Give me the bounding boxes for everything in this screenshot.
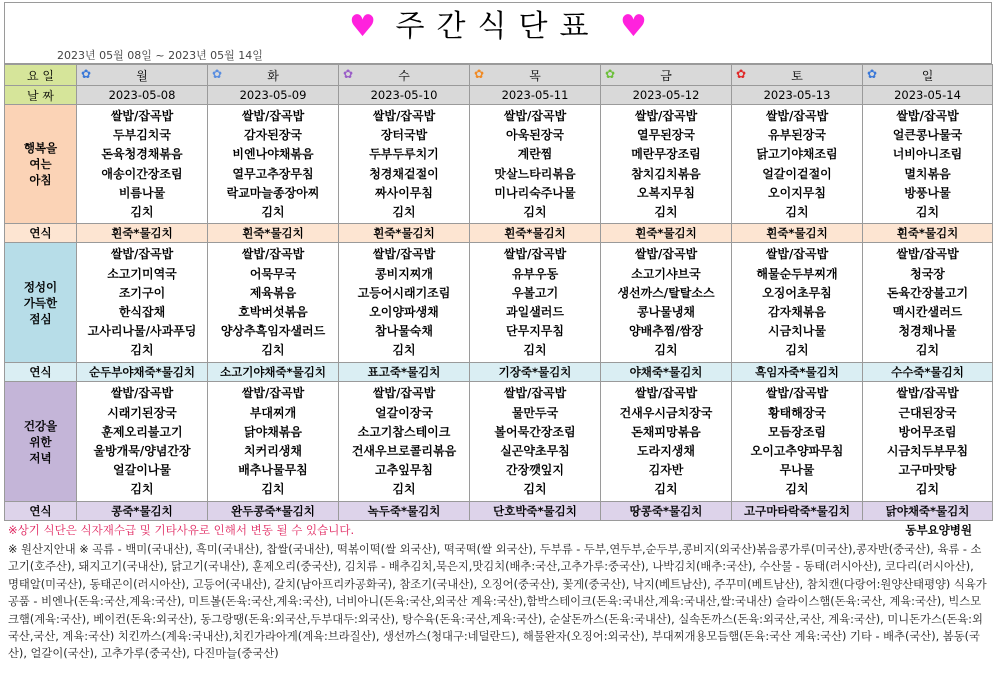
menu-item: 얼갈이나물 xyxy=(113,463,171,478)
dinner-label-line: 건강을 xyxy=(23,418,58,433)
dinner-menu-2 xyxy=(339,382,470,502)
lunch-snack-4: 야채죽*물김치 xyxy=(601,363,732,382)
day-header-1 xyxy=(208,65,339,86)
lunch-menu-5 xyxy=(732,243,863,363)
menu-item: 한식잡채 xyxy=(118,305,166,319)
menu-item: 아욱된장국 xyxy=(506,128,564,143)
dinner-snack-6: 닭야채죽*물김치 xyxy=(863,502,993,521)
menu-item: 얼큰콩나물국 xyxy=(892,128,963,143)
menu-item: 비름나물 xyxy=(118,185,166,200)
day-name: 금 xyxy=(660,68,672,83)
menu-item: 감자된장국 xyxy=(244,128,302,143)
dinner-menu-0 xyxy=(77,382,208,502)
menu-item: 김치 xyxy=(915,204,940,219)
menu-item: 애송이간장조림 xyxy=(101,166,183,181)
menu-item: 닭야채볶음 xyxy=(244,424,302,439)
day-row-label: 요 일 xyxy=(5,65,77,86)
menu-item: 쌀밥/잡곡밥 xyxy=(634,108,698,123)
menu-item: 쌀밥/잡곡밥 xyxy=(241,108,305,123)
menu-item: 간장깻잎지 xyxy=(506,463,564,478)
menu-item: 김치 xyxy=(654,482,678,497)
menu-item: 참나물숙채 xyxy=(375,324,433,339)
lunch-label-line: 가득한 xyxy=(23,295,58,310)
menu-item: 쌀밥/잡곡밥 xyxy=(634,386,698,401)
date-header-1: 2023-05-09 xyxy=(208,86,339,105)
menu-item: 오이고추양파무침 xyxy=(750,444,844,458)
dinner-snack-3: 단호박죽*물김치 xyxy=(470,502,601,521)
breakfast-snack-label: 연식 xyxy=(5,224,77,243)
menu-item: 울방개묵/양념간장 xyxy=(93,444,191,458)
hospital-name: 동부요양병원 xyxy=(905,523,972,537)
breakfast-row xyxy=(5,105,993,224)
dinner-label-line: 위한 xyxy=(29,434,52,449)
dinner-menu-4 xyxy=(601,382,732,502)
lunch-snack-0: 순두부야채죽*물김치 xyxy=(77,363,208,382)
day-name: 목 xyxy=(529,68,541,83)
menu-item: 청경채나물 xyxy=(898,324,957,339)
day-header-row xyxy=(5,65,993,86)
dinner-snack-4: 땅콩죽*물김치 xyxy=(601,502,732,521)
day-name: 일 xyxy=(921,68,934,83)
menu-item: 모듬장조림 xyxy=(768,424,826,439)
lunch-menu-1 xyxy=(208,243,339,363)
purple-tulip-icon: ✿ xyxy=(343,67,354,81)
menu-item: 쌀밥/잡곡밥 xyxy=(503,247,567,262)
menu-item: 쌀밥/잡곡밥 xyxy=(634,247,698,262)
menu-item: 황태해장국 xyxy=(768,405,826,420)
menu-item: 김치 xyxy=(523,482,547,497)
menu-item: 쌀밥/잡곡밥 xyxy=(503,386,567,401)
dinner-menu-6 xyxy=(863,382,993,502)
menu-item: 고사리나물/사과푸딩 xyxy=(87,324,197,339)
menu-item: 쌀밥/잡곡밥 xyxy=(110,108,174,123)
dinner-menu-1 xyxy=(208,382,339,502)
menu-item: 소고기샤브국 xyxy=(631,266,701,281)
menu-item: 쌀밥/잡곡밥 xyxy=(110,247,174,262)
menu-item: 배추나물무침 xyxy=(238,463,308,478)
menu-item: 김치 xyxy=(785,204,809,219)
green-sprout-icon: ✿ xyxy=(605,67,616,81)
dinner-label-line: 저녁 xyxy=(29,450,52,465)
menu-table xyxy=(4,64,993,521)
menu-item: 멸치볶음 xyxy=(904,166,951,181)
menu-item: 단무지무침 xyxy=(506,324,564,339)
menu-item: 돈육간장불고기 xyxy=(886,285,969,300)
date-header-4: 2023-05-12 xyxy=(601,86,732,105)
menu-item: 김치 xyxy=(523,343,547,358)
breakfast-snack-3: 흰죽*물김치 xyxy=(470,224,601,243)
dinner-snack-1: 완두콩죽*물김치 xyxy=(208,502,339,521)
dinner-snack-0: 콩죽*물김치 xyxy=(77,502,208,521)
breakfast-menu-6 xyxy=(863,105,993,224)
menu-item: 김치 xyxy=(392,204,416,219)
menu-item: 쌀밥/잡곡밥 xyxy=(765,108,829,123)
day-name: 수 xyxy=(398,68,410,83)
dinner-menu-5 xyxy=(732,382,863,502)
menu-item: 과일샐러드 xyxy=(506,305,564,319)
menu-item: 오이지무침 xyxy=(768,185,826,200)
dinner-snack-label: 연식 xyxy=(5,502,77,521)
menu-item: 고구마맛탕 xyxy=(898,463,957,478)
menu-item: 김치 xyxy=(261,482,285,497)
menu-item: 쌀밥/잡곡밥 xyxy=(372,247,436,262)
lunch-snack-3: 기장죽*물김치 xyxy=(470,363,601,382)
menu-item: 쌀밥/잡곡밥 xyxy=(241,386,305,401)
breakfast-menu-1 xyxy=(208,105,339,224)
date-header-row xyxy=(5,86,993,105)
menu-item: 쌀밥/잡곡밥 xyxy=(896,247,959,262)
heart-icon-right: ♥ xyxy=(620,9,647,44)
breakfast-snack-5: 흰죽*물김치 xyxy=(732,224,863,243)
breakfast-menu-0 xyxy=(77,105,208,224)
menu-item: 김자반 xyxy=(648,463,684,478)
date-header-2: 2023-05-10 xyxy=(339,86,470,105)
menu-item: 쌀밥/잡곡밥 xyxy=(896,386,959,401)
lunch-menu-0 xyxy=(77,243,208,363)
menu-item: 김치 xyxy=(261,204,285,219)
menu-item: 고추잎무침 xyxy=(375,463,433,478)
day-header-3 xyxy=(470,65,601,86)
breakfast-snack-2: 흰죽*물김치 xyxy=(339,224,470,243)
menu-item: 너비아니조림 xyxy=(892,147,963,162)
menu-item: 양상추흑임자샐러드 xyxy=(220,324,326,339)
menu-item: 쌀밥/잡곡밥 xyxy=(503,108,567,123)
dinner-snack-2: 녹두죽*물김치 xyxy=(339,502,470,521)
menu-item: 쌀밥/잡곡밥 xyxy=(896,108,959,123)
title-text: 주간식단표 xyxy=(395,9,601,44)
menu-item: 부대찌개 xyxy=(249,405,297,420)
breakfast-snack-1: 흰죽*물김치 xyxy=(208,224,339,243)
breakfast-snack-0: 흰죽*물김치 xyxy=(77,224,208,243)
menu-item: 호박버섯볶음 xyxy=(238,305,308,319)
blue-heart-flower-icon: ✿ xyxy=(81,67,92,81)
menu-item: 맥시칸샐러드 xyxy=(892,305,963,319)
dinner-label xyxy=(5,382,77,502)
lunch-label-line: 정성이 xyxy=(23,279,58,294)
lunch-menu-2 xyxy=(339,243,470,363)
date-header-0: 2023-05-08 xyxy=(77,86,208,105)
menu-item: 쌀밥/잡곡밥 xyxy=(765,247,829,262)
menu-item: 건새우브로콜리볶음 xyxy=(351,444,457,458)
day-header-0 xyxy=(77,65,208,86)
menu-item: 김치 xyxy=(130,343,154,358)
menu-item: 오이양파생채 xyxy=(369,305,439,319)
dinner-menu-3 xyxy=(470,382,601,502)
menu-item: 김치 xyxy=(654,343,678,358)
lunch-menu-4 xyxy=(601,243,732,363)
menu-item: 김치 xyxy=(392,343,416,358)
lunch-row xyxy=(5,243,993,363)
menu-item: 맛살느타리볶음 xyxy=(494,166,576,181)
lunch-snack-2: 표고죽*물김치 xyxy=(339,363,470,382)
menu-item: 조기구이 xyxy=(118,285,166,300)
menu-item: 쌀밥/잡곡밥 xyxy=(372,108,436,123)
lunch-snack-label: 연식 xyxy=(5,363,77,382)
lunch-menu-3 xyxy=(470,243,601,363)
menu-item: 치커리생채 xyxy=(244,444,302,458)
menu-item: 시래기된장국 xyxy=(107,405,177,420)
page-title xyxy=(5,7,991,47)
menu-item: 두부두루치기 xyxy=(369,147,439,162)
red-heart-flower-icon: ✿ xyxy=(736,67,747,81)
dinner-snack-row xyxy=(5,502,993,521)
date-header-6: 2023-05-14 xyxy=(863,86,993,105)
menu-item: 열무고추장무침 xyxy=(232,166,314,181)
orange-tulip-icon: ✿ xyxy=(474,67,485,81)
blue-heart-flower-icon: ✿ xyxy=(867,67,878,81)
menu-item: 열무된장국 xyxy=(637,128,695,143)
menu-item: 시금치나물 xyxy=(768,324,826,339)
origin-info: ※ 원산지안내 ※ 곡류 - 백미(국내산), 흑미(국내산), 찹쌀(국내산), 떡볶이떡(쌀 외국산), 떡국떡(쌀 외국산), 두부류 - 두부,연두부,순두부,콩비지(외국산)볶음콩가루(미국산),콩자반(중국산), 육류 - 소고기(호주산), 돼지고기(국내산), 닭고기(국내산), 훈제오리(중국산), 김치류 - 배추김치,묵은지,맛김치(배추:국산,고추가루:중국산), 나박김치(배추:국산), 수산물 - 동태(러시아산), 코다리(러시아산), 명태알(미국산), 동태곤이(러시아산), 고등어(국내산), 갈치(남아프리카공화국), 참조기(국내산), 오징어(중국산), 꽃게(중국산), 낙지(베트남산), 주꾸미(베트남산), 참치캔(다랑어:원양산태평양) 식육가공품 - 비엔나(돈육:국산,계육:국산), 미트볼(돈육:국산,계육:국산), 너비아니(돈육:국산,외국산 계육:국산),함박스테이크(돈육:국내산,계육:국내산,쌀:국내산) 슬라이스햄(돈육:국산, 계육:국산), 빅스모크햄(계육:국산), 베이컨(돈육:외국산), 동그랑땡(돈육:외국산,두부대두:외국산), 탕수육(돈육:국산,계육:국산), 순살돈까스(돈육:국내산), 실속돈까스(돈육:외국산,국산, 계육:국산), 미니돈가스(돈육:외국산,국산, 계육:국산) 치킨까스(계육:국내산),치킨가라아게(계육:브라질산), 생선까스(청대구:네덜란드), 해물완자(오징어:외국산), 부대찌개용모듬햄(돈육:국산 계육:국산) 기타 - 배추(국산), 봄동(국산), 얼갈이(국산), 고추가루(중국산), 다진마늘(중국산) xyxy=(8,543,987,661)
menu-item: 소고기미역국 xyxy=(107,266,177,281)
menu-item: 짜사이무침 xyxy=(375,185,433,200)
menu-item: 물만두국 xyxy=(511,405,559,420)
blue-flower-icon: ✿ xyxy=(212,67,223,81)
menu-item: 오징어초무침 xyxy=(762,285,832,300)
breakfast-label-line: 여는 xyxy=(29,157,52,171)
menu-item: 김치 xyxy=(130,204,154,219)
menu-item: 유부된장국 xyxy=(768,128,826,143)
day-header-5 xyxy=(732,65,863,86)
menu-item: 쌀밥/잡곡밥 xyxy=(241,247,305,262)
day-header-6 xyxy=(863,65,993,86)
menu-item: 실곤약초무침 xyxy=(500,444,570,458)
lunch-menu-6 xyxy=(863,243,993,363)
menu-item: 시금치두부무침 xyxy=(886,444,969,458)
breakfast-label-line: 행복을 xyxy=(23,141,58,155)
menu-item: 오복지무침 xyxy=(637,185,695,200)
day-header-4 xyxy=(601,65,732,86)
breakfast-menu-3 xyxy=(470,105,601,224)
menu-item: 참치김치볶음 xyxy=(631,166,701,181)
menu-item: 콩비지찌개 xyxy=(375,266,433,281)
menu-item: 볼어묵간장조림 xyxy=(494,424,576,439)
notice-text: ※상기 식단은 식자재수급 및 기타사유로 인해서 변동 될 수 있습니다. xyxy=(8,523,355,537)
menu-item: 어묵무국 xyxy=(249,266,297,281)
day-name: 월 xyxy=(136,68,148,83)
day-name: 화 xyxy=(267,68,279,83)
menu-item: 계란찜 xyxy=(517,147,553,162)
menu-item: 콩나물냉채 xyxy=(637,305,695,319)
menu-item: 청국장 xyxy=(910,266,945,281)
menu-item: 얼갈이장국 xyxy=(375,405,433,420)
menu-item: 해물순두부찌개 xyxy=(756,266,838,281)
menu-item: 닭고기야채조림 xyxy=(756,147,838,162)
lunch-snack-5: 흑임자죽*물김치 xyxy=(732,363,863,382)
dinner-snack-5: 고구마타락죽*물김치 xyxy=(732,502,863,521)
date-header-3: 2023-05-11 xyxy=(470,86,601,105)
menu-item: 도라지생채 xyxy=(637,444,695,458)
date-header-5: 2023-05-13 xyxy=(732,86,863,105)
lunch-snack-row xyxy=(5,363,993,382)
menu-item: 김치 xyxy=(915,343,940,358)
menu-item: 우볼고기 xyxy=(511,285,559,300)
menu-item: 훈제오리불고기 xyxy=(101,424,183,439)
title-box xyxy=(4,2,992,64)
breakfast-snack-4: 흰죽*물김치 xyxy=(601,224,732,243)
dinner-row xyxy=(5,382,993,502)
menu-item: 김치 xyxy=(392,482,416,497)
lunch-snack-6: 수수죽*물김치 xyxy=(863,363,993,382)
menu-item: 양배추찜/쌈장 xyxy=(629,324,703,339)
menu-item: 쌀밥/잡곡밥 xyxy=(765,386,829,401)
menu-item: 장터국밥 xyxy=(380,128,428,143)
menu-item: 비엔나야채볶음 xyxy=(232,147,314,162)
menu-item: 두부김치국 xyxy=(113,128,171,143)
day-header-2 xyxy=(339,65,470,86)
menu-item: 김치 xyxy=(654,204,678,219)
menu-item: 소고기참스테이크 xyxy=(357,424,451,439)
breakfast-menu-2 xyxy=(339,105,470,224)
menu-item: 건새우시금치장국 xyxy=(619,405,713,420)
menu-item: 미나리숙주나물 xyxy=(494,185,576,200)
menu-item: 돈채피망볶음 xyxy=(631,424,701,439)
menu-item: 제육볶음 xyxy=(249,285,297,300)
breakfast-snack-6: 흰죽*물김치 xyxy=(863,224,993,243)
menu-item: 김치 xyxy=(523,204,547,219)
menu-item: 방풍나물 xyxy=(904,185,951,200)
date-row-label: 날 짜 xyxy=(5,86,77,105)
breakfast-menu-4 xyxy=(601,105,732,224)
menu-item: 김치 xyxy=(130,482,154,497)
menu-item: 청경채겉절이 xyxy=(369,166,439,181)
breakfast-label-line: 아침 xyxy=(29,173,52,187)
menu-item: 얼갈이겉절이 xyxy=(762,166,832,181)
menu-item: 유부우동 xyxy=(511,266,559,281)
menu-item: 김치 xyxy=(785,343,809,358)
day-name: 토 xyxy=(791,68,803,83)
menu-item: 감자채볶음 xyxy=(768,305,826,319)
lunch-snack-1: 소고기야채죽*물김치 xyxy=(208,363,339,382)
menu-item: 생선까스/탈탈소스 xyxy=(617,285,715,300)
menu-item: 김치 xyxy=(261,343,285,358)
menu-item: 고등어시래기조림 xyxy=(357,285,451,300)
menu-item: 메란무장조림 xyxy=(631,147,701,162)
menu-item: 무나물 xyxy=(779,463,815,478)
menu-item: 돈육청경채볶음 xyxy=(101,147,183,162)
menu-item: 방어무조림 xyxy=(898,424,957,439)
menu-item: 김치 xyxy=(785,482,809,497)
date-range: 2023년 05월 08일 ~ 2023년 05월 14일 xyxy=(57,49,263,62)
menu-item: 쌀밥/잡곡밥 xyxy=(110,386,174,401)
breakfast-label xyxy=(5,105,77,224)
menu-item: 김치 xyxy=(915,482,940,497)
menu-item: 근대된장국 xyxy=(898,405,957,420)
menu-item: 쌀밥/잡곡밥 xyxy=(372,386,436,401)
heart-icon-left: ♥ xyxy=(349,9,376,44)
lunch-label xyxy=(5,243,77,363)
lunch-label-line: 점심 xyxy=(29,311,52,326)
menu-item: 락교마늘종장아찌 xyxy=(226,185,320,200)
breakfast-menu-5 xyxy=(732,105,863,224)
breakfast-snack-row xyxy=(5,224,993,243)
